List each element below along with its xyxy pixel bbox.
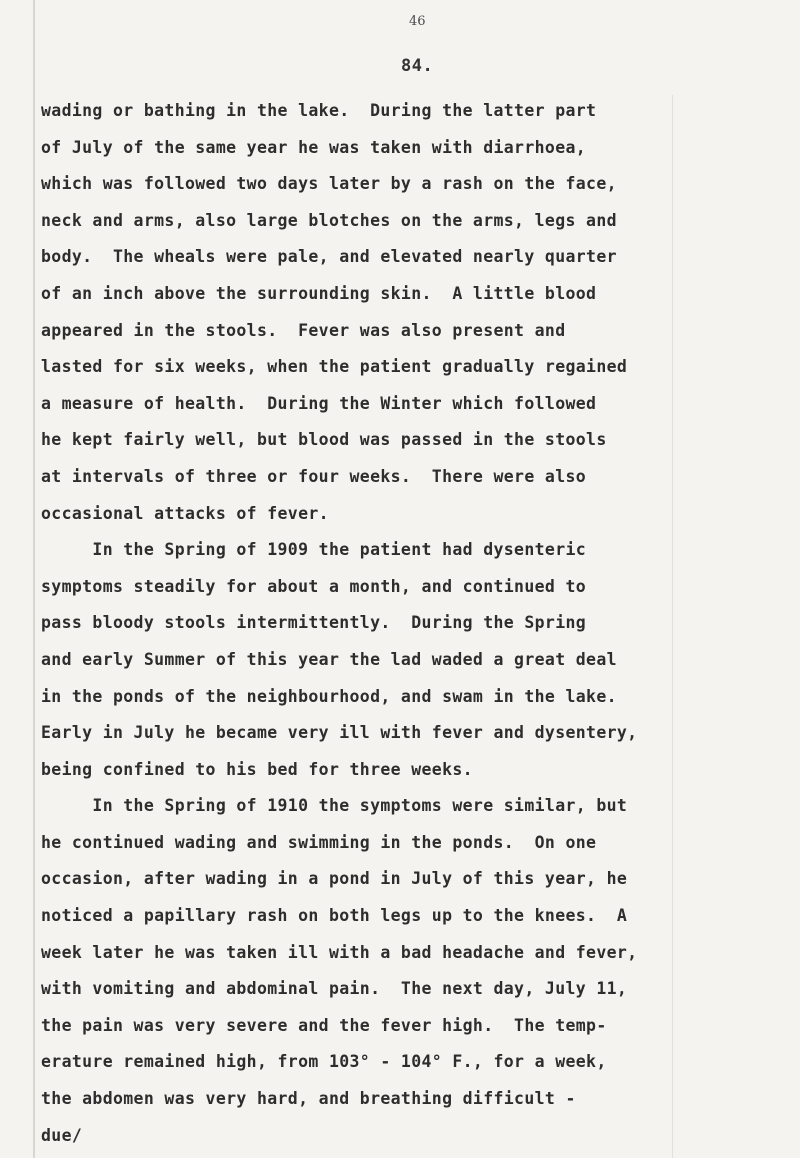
text-line: of an inch above the surrounding skin. A little blood xyxy=(41,283,597,303)
text-line: body. The wheals were pale, and elevated nearly quarter xyxy=(41,247,617,267)
text-line: occasion, after wading in a pond in July of this year, he xyxy=(41,869,628,889)
text-line: with vomiting and abdominal pain. The next day, July 11, xyxy=(41,979,628,999)
text-line: the abdomen was very hard, and breathing difficult - xyxy=(41,1089,576,1109)
text-line: lasted for six weeks, when the patient gradually regained xyxy=(41,357,628,377)
page-edge-shadow xyxy=(33,0,35,1158)
text-line: at intervals of three or four weeks. There were also xyxy=(41,466,587,486)
text-line: symptoms steadily for about a month, and continued to xyxy=(41,576,587,596)
text-line: In the Spring of 1909 the patient had dysenteric xyxy=(41,540,587,560)
text-line: In the Spring of 1910 the symptoms were similar, but xyxy=(41,796,628,816)
text-line: erature remained high, from 103° - 104° F., for a week, xyxy=(41,1052,607,1072)
text-line: occasional attacks of fever. xyxy=(41,503,329,523)
text-line: due/ xyxy=(41,1125,83,1145)
handwritten-folio-mark: 46 xyxy=(409,14,426,29)
text-line: week later he was taken ill with a bad headache and fever, xyxy=(41,942,638,962)
text-line: being confined to his bed for three weeks. xyxy=(41,759,473,779)
text-line: wading or bathing in the lake. During the latter part xyxy=(41,101,597,120)
text-line: in the ponds of the neighbourhood, and swam in the lake. xyxy=(41,686,617,706)
text-line: pass bloody stools intermittently. During the Spring xyxy=(41,613,587,633)
text-line: a measure of health. During the Winter which followed xyxy=(41,393,597,413)
text-line: noticed a papillary rash on both legs up to the knees. A xyxy=(41,906,628,926)
text-line: he kept fairly well, but blood was passed in the stools xyxy=(41,430,607,450)
text-line: Early in July he became very ill with fever and dysentery, xyxy=(41,723,638,743)
text-line: and early Summer of this year the lad waded a great deal xyxy=(41,649,617,669)
body-text xyxy=(41,93,681,1154)
text-line: which was followed two days later by a rash on the face, xyxy=(41,174,617,194)
text-line: appeared in the stools. Fever was also present and xyxy=(41,320,566,340)
text-line: the pain was very severe and the fever high. The temp- xyxy=(41,1015,607,1035)
text-line: neck and arms, also large blotches on the arms, legs and xyxy=(41,210,617,230)
text-line: of July of the same year he was taken with diarrhoea, xyxy=(41,137,587,157)
text-line: he continued wading and swimming in the ponds. On one xyxy=(41,832,597,852)
page-number: 84. xyxy=(401,56,434,76)
